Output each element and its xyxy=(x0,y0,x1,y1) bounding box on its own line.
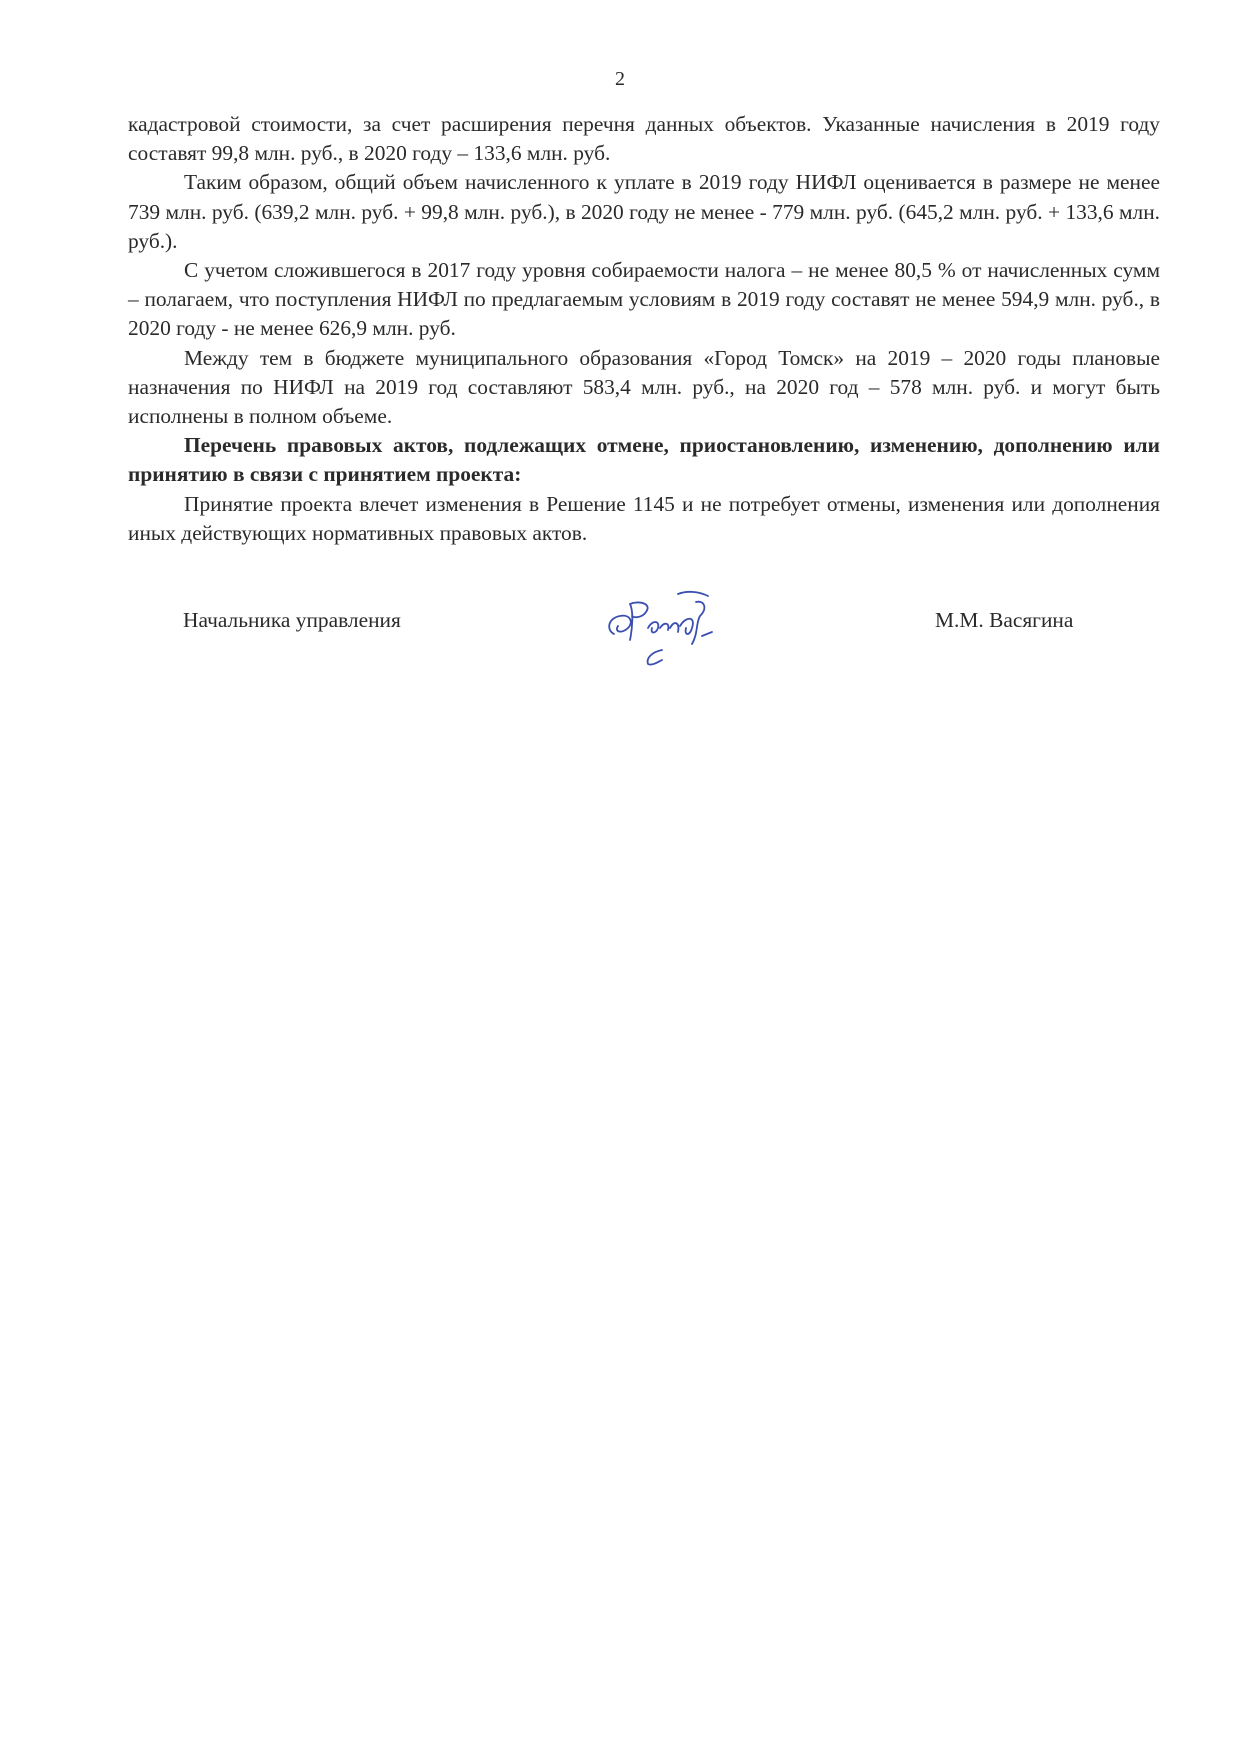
paragraph-total-accrual: Таким образом, общий объем начисленного к уплате в 2019 году НИФЛ оценивается в размере не менее 739 млн. руб. (639,2 млн. руб. + 99,8 млн. руб.), в 2020 году не менее - 779 млн. руб. (645,2 млн. руб. + 133,6 млн. руб.). xyxy=(128,170,1160,253)
paragraph-collection-rate: С учетом сложившегося в 2017 году уровня собираемости налога – не менее 80,5 % от начисленных сумм – полагаем, что поступления НИФЛ по предлагаемым условиям в 2019 году составят не менее 594,9 млн. руб., в 2020 году - не менее 626,9 млн. руб. xyxy=(128,258,1160,341)
signatory-position: Начальника управления xyxy=(183,608,401,632)
signatory-name: М.М. Васягина xyxy=(935,608,1074,632)
section-text: Принятие проекта влечет изменения в Решение 1145 и не потребует отмены, изменения или дополнения иных действующих нормативных правовых актов. xyxy=(128,491,1160,545)
page-number: 2 xyxy=(615,68,625,90)
section-heading: Перечень правовых актов, подлежащих отмене, приостановлению, изменению, дополнению или принятию в связи с принятием проекта: xyxy=(128,433,1160,487)
handwritten-signature xyxy=(600,582,730,672)
signature-block xyxy=(0,590,1240,680)
document-body xyxy=(128,110,1160,548)
paragraph-continuation: кадастровой стоимости, за счет расширения перечня данных объектов. Указанные начисления в 2019 году составят 99,8 млн. руб., в 2020 году – 133,6 млн. руб. xyxy=(128,112,1160,166)
paragraph-budget-plan: Между тем в бюджете муниципального образования «Город Томск» на 2019 – 2020 годы плановые назначения по НИФЛ на 2019 год составляют 583,4 млн. руб., на 2020 год – 578 млн. руб. и могут быть исполнены в полном объеме. xyxy=(128,345,1160,429)
